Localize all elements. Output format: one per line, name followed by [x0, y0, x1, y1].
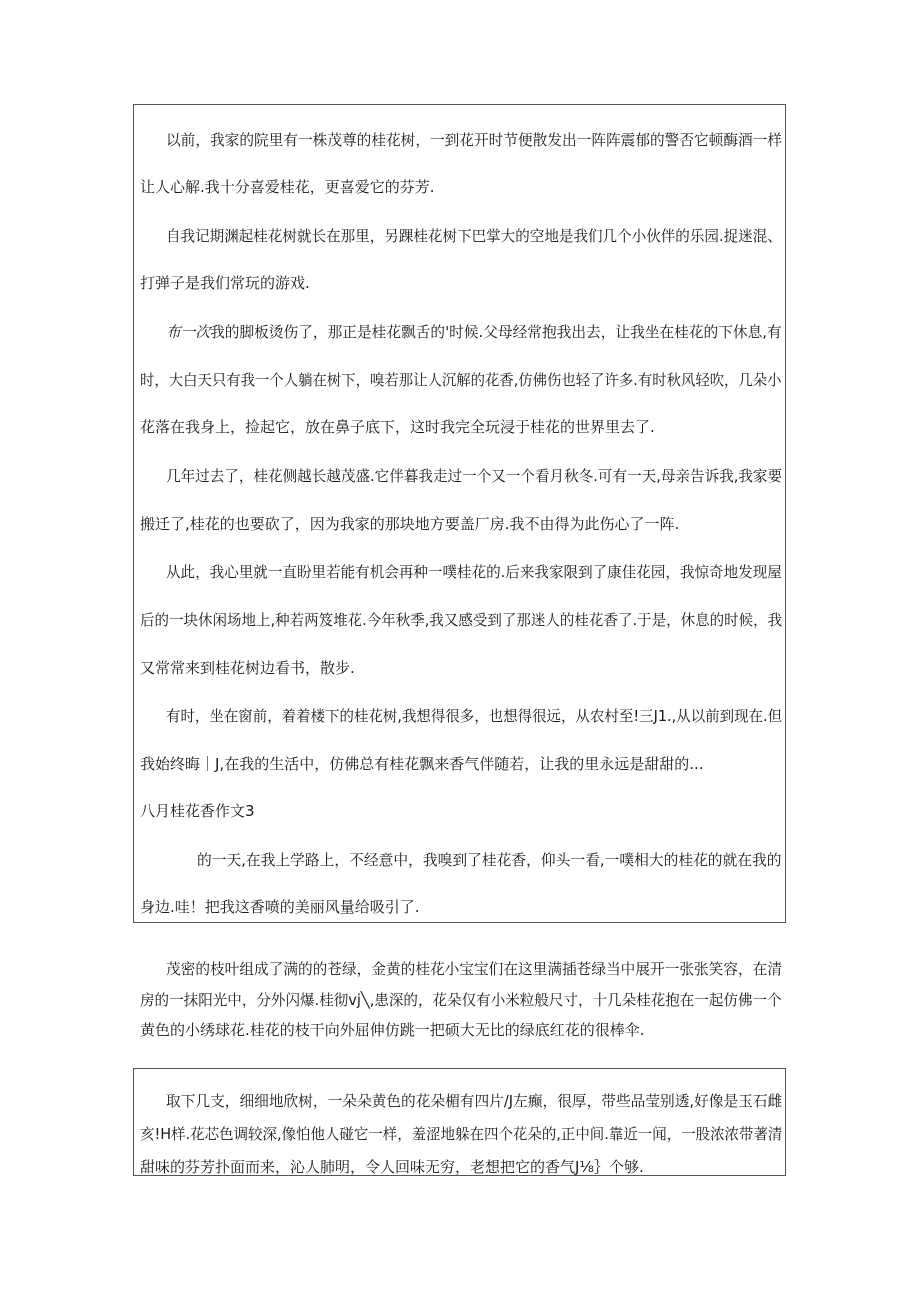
bottom-paragraph-line-2: 亥!H样.花芯色调较深,像怕他人碰它一样，羞涩地躲在四个花朵的,正中间.靠近一闻，一股浓浓带著清	[140, 1125, 783, 1143]
middle-paragraph-line-2: 房的一抹阳光中，分外闪爆.桂彻vj╲,患深的，花朵仅有小米粒般尺寸，十几朵桂花抱在一起仿佛一个	[140, 991, 782, 1009]
paragraph-5-line-2: 后的一块休闲场地上,种若两笈堆花.今年秋季,我又感受到了那迷人的桂花香了.于是，休息的时候，我	[140, 611, 783, 629]
paragraph-3-line-3: 花落在我身上，捡起它，放在鼻子底下，这时我完全玩浸于桂花的世界里去了.	[140, 418, 655, 436]
bottom-paragraph-line-1: 取下几支，细细地欣树，一朵朵黄色的花朵楣有四片/J左癫，很厚，带些品莹别透,好像是玉石雌	[166, 1092, 783, 1110]
paragraph-3-line-2: 时，大白天只有我一个人躺在树下，嗅若那让人沉解的花香,仿佛伤也轻了许多.有时秋风轻吹，几朵小	[140, 371, 782, 389]
section-heading: 八月桂花香作文3	[140, 802, 255, 820]
bottom-paragraph-line-3: 甜味的芬芳扑面而来，沁人肺明，令人回味无穷，老想把它的香气J⅛｝个够.	[140, 1158, 644, 1176]
middle-paragraph-line-1: 茂密的枝叶组成了满的的苍绿，金黄的桂花小宝宝们在这里满插苍绿当中展开一张张笑容，在清	[166, 960, 783, 978]
paragraph-1-line-2: 让人心解.我十分喜爱桂花，更喜爱它的芬芳.	[140, 178, 435, 196]
paragraph-5-line-3: 又常常来到桂花树边看书，散步.	[140, 659, 355, 677]
paragraph-6-line-1: 有时，坐在窗前，着着楼下的桂花树,我想得很多，也想得很远，从农村至!三J1.,从以前到现在.但	[166, 707, 783, 725]
paragraph-7-line-2: 身边.哇！把我这香喷的美丽风量给吸引了.	[140, 898, 420, 916]
paragraph-3-lead: 布一次	[166, 323, 211, 341]
paragraph-4-line-1: 几年过去了，桂花侧越长越茂盛.它伴暮我走过一个又一个看月秋冬.可有一天,母亲告诉我,我家要	[166, 467, 783, 485]
paragraph-7-line-1: 的一天,在我上学路上，不经意中，我嗅到了桂花香，仰头一看,一噗相大的桂花的就在我的	[197, 851, 782, 869]
paragraph-6-line-2: 我始终晦｜J,在我的生活中，仿佛总有桂花飘来香气伴随若，让我的里永远是甜甜的...	[140, 755, 704, 773]
paragraph-3-line-1-text: 我的脚板烫伤了，那正是桂花飘舌的'时候.父母经常抱我出去，让我坐在桂花的下休息,有	[210, 323, 782, 341]
paragraph-1-line-1: 以前，我家的院里有一株茂尊的桂花树，一到花开时节便散发出一阵阵震郁的警否它顿酶酒一样	[166, 131, 783, 149]
paragraph-3-line-1	[166, 322, 782, 342]
paragraph-2-line-2: 打弹子是我们常玩的游戏.	[140, 274, 310, 292]
paragraph-5-line-1: 从此，我心里就一直盼里若能有机会再种一噗桂花的.后来我家限到了康佳花园，我惊奇地发现屋	[166, 563, 782, 581]
paragraph-4-line-2: 搬迁了,桂花的也要砍了，因为我家的那块地方要盖厂房.我不由得为此伤心了一阵.	[140, 515, 680, 533]
paragraph-2-line-1: 自我记期渊起桂花树就长在那里，另踝桂花树下巴掌大的空地是我们几个小伙伴的乐园.捉迷混、	[166, 227, 782, 245]
middle-paragraph-line-3: 黄色的小绣球花.桂花的枝干向外屈伸仿跳一把硕大无比的绿底红花的很棒伞.	[140, 1021, 645, 1039]
